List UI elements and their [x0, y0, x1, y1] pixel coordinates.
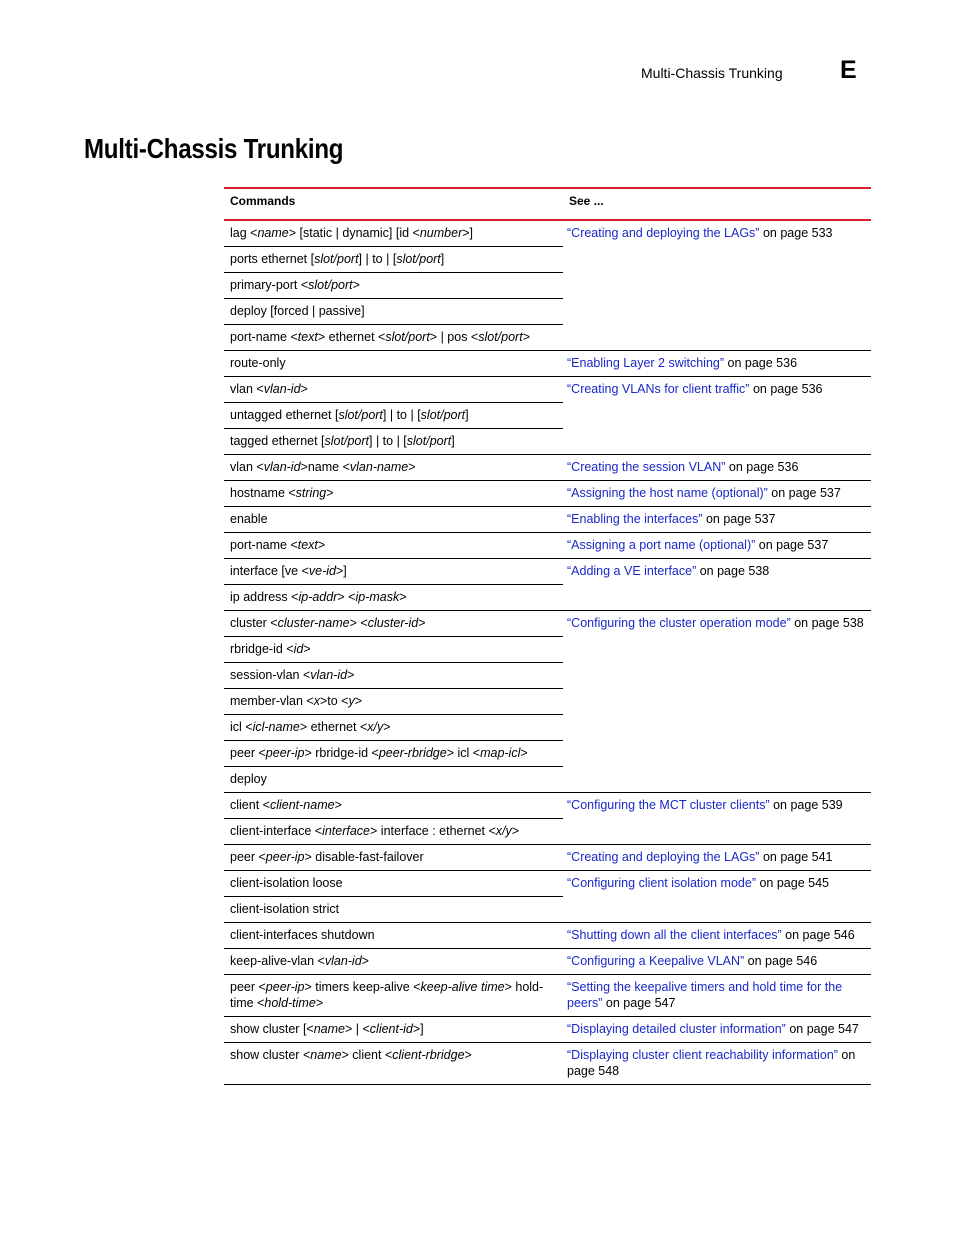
page-reference: on page 548	[567, 1048, 856, 1078]
command-text: >	[315, 996, 324, 1010]
command-text: hostname <	[230, 486, 296, 500]
see-cell	[563, 845, 871, 871]
cross-reference-link[interactable]: “Configuring a Keepalive VLAN”	[567, 954, 745, 968]
command-text: ] | to | [	[382, 408, 421, 422]
page-reference: on page 536	[724, 356, 798, 370]
command-parameter: ve-id	[308, 564, 336, 578]
command-text: client-interface <	[230, 824, 323, 838]
command-parameter: client-rbridge	[392, 1048, 465, 1062]
table-row	[224, 455, 871, 481]
command-text: rbridge-id <	[230, 642, 294, 656]
table-row	[224, 949, 871, 975]
command-text: ]	[465, 408, 469, 422]
command-text: client <	[230, 798, 270, 812]
command-text: >]	[462, 226, 474, 240]
see-cell	[563, 611, 871, 793]
command-parameter: x/y	[367, 720, 384, 734]
see-cell	[563, 377, 871, 455]
command-text: >	[399, 590, 407, 604]
command-parameter: name	[257, 226, 289, 240]
page-reference: on page 537	[755, 538, 829, 552]
cross-reference-link[interactable]: “Creating the session VLAN”	[567, 460, 726, 474]
table-row	[224, 845, 871, 871]
table-row	[224, 1043, 871, 1085]
command-text: primary-port <	[230, 278, 309, 292]
command-text: client-isolation strict	[230, 902, 340, 916]
command-parameter: ip-mask	[355, 590, 400, 604]
command-text: tagged ethernet [	[230, 434, 325, 448]
command-text: peer <	[230, 746, 266, 760]
command-cell	[224, 897, 563, 923]
command-parameter: slot/port	[314, 252, 359, 266]
command-parameter: string	[295, 486, 327, 500]
see-cell	[563, 220, 871, 351]
page-reference: on page 547	[602, 996, 676, 1010]
cross-reference-link[interactable]: “Creating VLANs for client traffic”	[567, 382, 750, 396]
command-text: vlan <	[230, 382, 264, 396]
command-cell	[224, 273, 563, 299]
command-parameter: map-icl	[480, 746, 521, 760]
command-cell	[224, 299, 563, 325]
command-parameter: name	[313, 1022, 345, 1036]
command-text: client-isolation loose	[230, 876, 343, 890]
command-cell	[224, 637, 563, 663]
command-parameter: ip-addr	[298, 590, 338, 604]
table-header-row	[224, 188, 871, 220]
table-row	[224, 611, 871, 637]
command-text: peer <	[230, 980, 266, 994]
command-text: > icl <	[446, 746, 481, 760]
page-reference: on page 536	[749, 382, 823, 396]
command-parameter: vlan-id	[324, 954, 362, 968]
command-cell	[224, 247, 563, 273]
command-text: >	[326, 486, 334, 500]
command-text: peer <	[230, 850, 266, 864]
command-text: > ethernet <	[299, 720, 368, 734]
command-cell	[224, 377, 563, 403]
command-text: route-only	[230, 356, 286, 370]
command-text: client-interfaces shutdown	[230, 928, 375, 942]
command-cell	[224, 429, 563, 455]
command-cell	[224, 715, 563, 741]
command-text: > timers keep-alive <	[304, 980, 421, 994]
page-reference: on page 547	[785, 1022, 859, 1036]
command-parameter: vlan-id	[310, 668, 348, 682]
table-row	[224, 975, 871, 1017]
page-reference: on page 546	[744, 954, 818, 968]
table-row	[224, 481, 871, 507]
page-reference: on page 533	[759, 226, 833, 240]
command-parameter: slot/port	[324, 434, 369, 448]
see-cell	[563, 975, 871, 1017]
command-text: > client <	[341, 1048, 393, 1062]
command-cell	[224, 923, 563, 949]
command-text: > <	[349, 616, 368, 630]
see-cell	[563, 507, 871, 533]
table-row	[224, 220, 871, 247]
page-reference: on page 539	[769, 798, 843, 812]
command-parameter: slot/port	[385, 330, 430, 344]
see-cell	[563, 351, 871, 377]
cross-reference-link[interactable]: “Displaying cluster client reachability information”	[567, 1048, 838, 1062]
command-parameter: client-id	[369, 1022, 413, 1036]
command-text: >	[520, 746, 528, 760]
cross-reference-link[interactable]: “Setting the keepalive timers and hold time for the peers”	[567, 980, 843, 1010]
command-text: > disable-fast-failover	[304, 850, 424, 864]
command-text: port-name <	[230, 330, 298, 344]
command-text: >	[300, 382, 308, 396]
command-parameter: y	[348, 694, 355, 708]
command-text: > interface : ethernet <	[370, 824, 496, 838]
cross-reference-link[interactable]: “Displaying detailed cluster information”	[567, 1022, 786, 1036]
see-cell	[563, 1017, 871, 1043]
command-cell	[224, 325, 563, 351]
table-row	[224, 533, 871, 559]
command-text: >	[354, 694, 363, 708]
command-text: >	[383, 720, 391, 734]
command-text: keep-alive-vlan <	[230, 954, 325, 968]
command-cell	[224, 1043, 563, 1085]
page-reference: on page 538	[696, 564, 770, 578]
command-text: >]	[335, 564, 347, 578]
command-cell	[224, 689, 563, 715]
cross-reference-link[interactable]: “Adding a VE interface”	[567, 564, 697, 578]
command-cell	[224, 481, 563, 507]
page-reference: on page 541	[759, 850, 833, 864]
command-text: >	[464, 1048, 472, 1062]
command-cell	[224, 975, 563, 1017]
command-text: show cluster <	[230, 1048, 311, 1062]
command-cell	[224, 611, 563, 637]
command-text: >name <	[300, 460, 350, 474]
see-cell	[563, 923, 871, 949]
command-parameter: slot/port	[338, 408, 383, 422]
command-parameter: keep-alive time	[420, 980, 505, 994]
table-row	[224, 793, 871, 819]
table-row	[224, 923, 871, 949]
page-reference: on page 538	[790, 616, 864, 630]
command-parameter: cluster-name	[277, 616, 350, 630]
command-parameter: vlan-name	[349, 460, 409, 474]
see-cell	[563, 533, 871, 559]
see-cell	[563, 559, 871, 611]
command-text: > | pos <	[429, 330, 479, 344]
command-text: >	[522, 330, 530, 344]
command-text: > | <	[345, 1022, 370, 1036]
command-text: >	[511, 824, 520, 838]
command-cell	[224, 403, 563, 429]
command-parameter: peer-ip	[265, 850, 305, 864]
page-reference: on page 536	[725, 460, 799, 474]
see-cell	[563, 871, 871, 923]
command-cell	[224, 507, 563, 533]
command-parameter: peer-rbridge	[378, 746, 447, 760]
command-text: ] | to | [	[369, 434, 407, 448]
command-text: >	[334, 798, 342, 812]
command-text: ]	[451, 434, 455, 448]
command-text: show cluster [<	[230, 1022, 314, 1036]
command-text: > ethernet <	[317, 330, 386, 344]
table-row	[224, 351, 871, 377]
command-text: >	[361, 954, 369, 968]
command-text: ports ethernet [	[230, 252, 315, 266]
command-text: > <	[337, 590, 356, 604]
command-parameter: number	[419, 226, 463, 240]
command-text: >to <	[319, 694, 349, 708]
running-header-title: Multi-Chassis Trunking	[641, 65, 783, 81]
cross-reference-link[interactable]: “Configuring the MCT cluster clients”	[567, 798, 770, 812]
cross-reference-link[interactable]: “Creating and deploying the LAGs”	[567, 226, 760, 240]
command-text: ]	[440, 252, 445, 266]
page-title: Multi-Chassis Trunking	[84, 133, 344, 164]
command-parameter: vlan-id	[263, 382, 301, 396]
commands-table	[224, 187, 871, 1085]
command-text: > rbridge-id <	[304, 746, 379, 760]
command-text: >	[352, 278, 360, 292]
table-row	[224, 377, 871, 403]
command-cell	[224, 1017, 563, 1043]
cross-reference-link[interactable]: “Configuring the cluster operation mode”	[567, 616, 791, 630]
command-text: port-name <	[230, 538, 298, 552]
command-text: session-vlan <	[230, 668, 311, 682]
command-text: ip address <	[230, 590, 299, 604]
cross-reference-link[interactable]: “Configuring client isolation mode”	[567, 876, 756, 890]
cross-reference-link[interactable]: “Enabling Layer 2 switching”	[567, 356, 725, 370]
command-parameter: slot/port	[406, 434, 452, 448]
command-cell	[224, 533, 563, 559]
cross-reference-link[interactable]: “Creating and deploying the LAGs”	[567, 850, 760, 864]
see-cell	[563, 793, 871, 845]
command-cell	[224, 949, 563, 975]
command-cell	[224, 220, 563, 247]
command-cell	[224, 767, 563, 793]
command-parameter: hold-time	[264, 996, 316, 1010]
command-parameter: interface	[322, 824, 371, 838]
command-text: >	[408, 460, 416, 474]
table-row	[224, 559, 871, 585]
command-cell	[224, 351, 563, 377]
cross-reference-link[interactable]: “Enabling the interfaces”	[567, 512, 703, 526]
page-reference: on page 546	[781, 928, 855, 942]
command-parameter: name	[310, 1048, 342, 1062]
command-text: >	[303, 642, 311, 656]
column-header-see: See ...	[563, 188, 871, 220]
command-cell	[224, 845, 563, 871]
command-cell	[224, 663, 563, 689]
page-reference: on page 537	[767, 486, 841, 500]
command-parameter: text	[297, 538, 318, 552]
command-text: icl <	[230, 720, 253, 734]
command-text: > hold-time <	[230, 980, 544, 1010]
command-text: lag <	[230, 226, 258, 240]
command-text: deploy [forced | passive]	[230, 304, 365, 318]
command-cell	[224, 819, 563, 845]
command-text: member-vlan <	[230, 694, 314, 708]
cross-reference-link[interactable]: “Assigning the host name (optional)”	[567, 486, 768, 500]
see-cell	[563, 481, 871, 507]
command-parameter: x	[313, 694, 320, 708]
command-parameter: x/y	[495, 824, 512, 838]
command-parameter: text	[297, 330, 318, 344]
table-row	[224, 1017, 871, 1043]
command-text: >	[347, 668, 355, 682]
command-text: untagged ethernet [	[230, 408, 339, 422]
command-text: cluster <	[230, 616, 278, 630]
command-parameter: client-name	[269, 798, 335, 812]
page-reference: on page 545	[755, 876, 829, 890]
command-text: deploy	[230, 772, 267, 786]
command-cell	[224, 793, 563, 819]
command-text: >]	[412, 1022, 424, 1036]
command-text: vlan <	[230, 460, 264, 474]
command-text: > [static | dynamic] [id <	[288, 226, 420, 240]
command-text: >	[317, 538, 326, 552]
cross-reference-link[interactable]: “Shutting down all the client interfaces”	[567, 928, 782, 942]
command-parameter: vlan-id	[263, 460, 301, 474]
command-parameter: slot/port	[396, 252, 441, 266]
command-text: ] | to | [	[358, 252, 397, 266]
command-cell	[224, 585, 563, 611]
page-reference: on page 537	[702, 512, 776, 526]
command-parameter: slot/port	[478, 330, 523, 344]
command-parameter: slot/port	[420, 408, 466, 422]
command-parameter: slot/port	[308, 278, 353, 292]
command-parameter: id	[293, 642, 304, 656]
command-cell	[224, 871, 563, 897]
column-header-commands: Commands	[224, 188, 563, 220]
command-cell	[224, 559, 563, 585]
command-cell	[224, 455, 563, 481]
command-parameter: peer-ip	[265, 980, 305, 994]
see-cell	[563, 1043, 871, 1085]
table-row	[224, 871, 871, 897]
table-row	[224, 507, 871, 533]
command-text: enable	[230, 512, 268, 526]
command-text: interface [ve <	[230, 564, 309, 578]
command-text: >	[418, 616, 426, 630]
command-cell	[224, 741, 563, 767]
table-body	[224, 220, 871, 1085]
see-cell	[563, 949, 871, 975]
command-parameter: icl-name	[252, 720, 300, 734]
appendix-letter: E	[840, 56, 857, 84]
command-parameter: peer-ip	[265, 746, 305, 760]
cross-reference-link[interactable]: “Assigning a port name (optional)”	[567, 538, 756, 552]
see-cell	[563, 455, 871, 481]
command-parameter: cluster-id	[367, 616, 419, 630]
